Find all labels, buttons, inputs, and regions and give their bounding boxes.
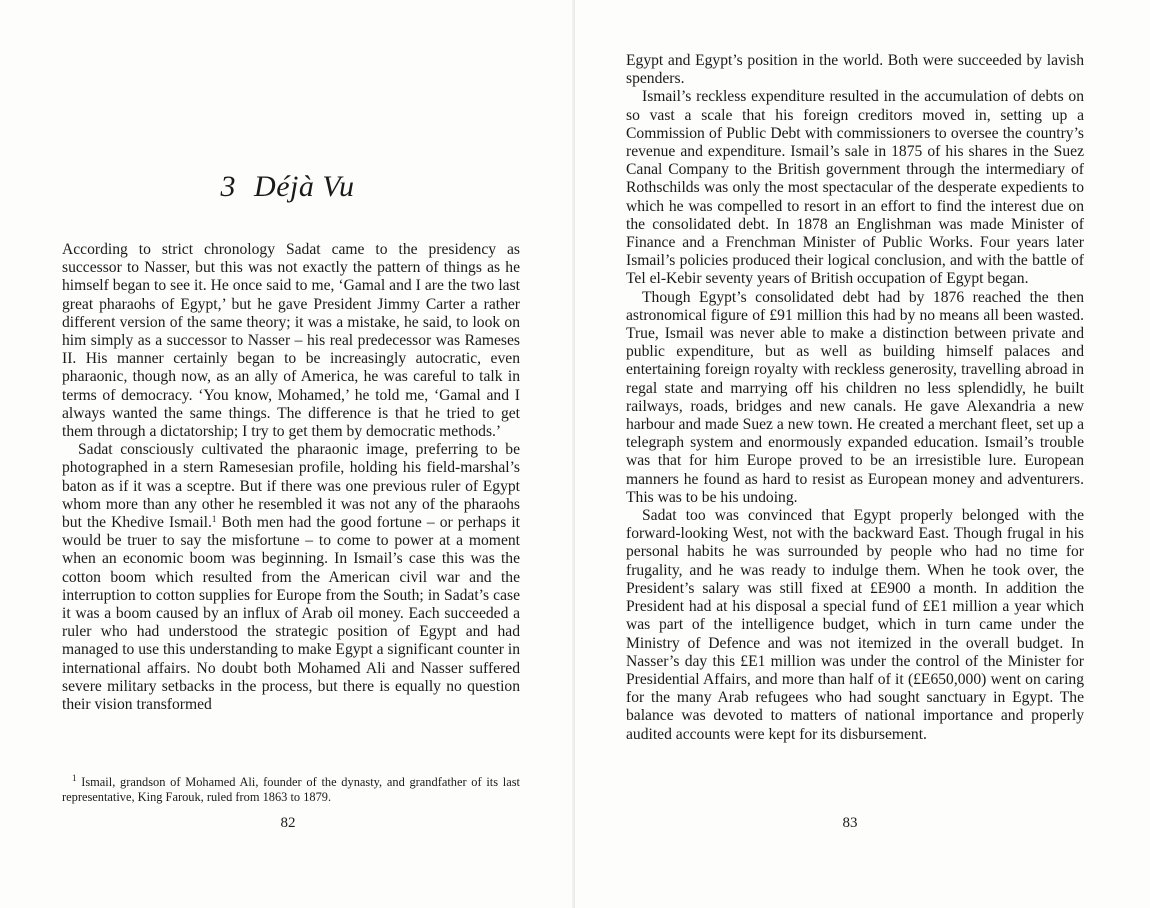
paragraph-text: Egypt and Egypt’s position in the world. Both were succeeded by lavish spenders. — [626, 52, 1084, 88]
right-body-text — [626, 52, 1084, 744]
paragraph-text: Both men had the good fortune – or perhaps it would be truer to say the misfortune – to come to power at a moment when an economic boom was beginning. In Ismail’s case this was the cotton boom which resulted from the American civil war and the interruption to cotton supplies for Europe from the South; in Sadat’s case it was a boom caused by an influx of Arab oil money. Each succeeded a ruler who had understood the strategic position of Egypt and had managed to use this understanding to make Egypt a significant counter in international affairs. No doubt both Mohamed Ali and Nasser suffered severe military setbacks in the process, but there is equally no question their vision transformed — [62, 514, 520, 714]
left-body-text — [62, 241, 520, 714]
page-number-left: 82 — [280, 815, 296, 831]
body-paragraph — [62, 241, 520, 441]
body-paragraph — [626, 52, 1084, 88]
paragraph-text: According to strict chronology Sadat came to the presidency as successor to Nasser, but this was not exactly the pattern of things as he himself began to see it. He once said to me, ‘Gamal and I are the two last great pharaohs of Egypt,’ but he gave President Jimmy Carter a rather different version of the same theory; it was a mistake, he said, to look on him simply as a successor to Nasser – his real predecessor was Rameses II. His manner certainly began to be increasingly autocratic, even pharaonic, though now, as an ally of America, he was careful to talk in terms of democracy. ‘You know, Mohamed,’ he told me, ‘Gamal and I always wanted the same things. The difference is that he tried to get them through a dictatorship; I try to get them by democratic methods.’ — [62, 241, 520, 441]
paragraph-text: Sadat consciously cultivated the pharaonic image, preferring to be photographed in a stern Ramesesian profile, holding his field-marshal’s baton as if it was a sceptre. But if there was one previous ruler of Egypt whom more than any other he resembled it was not any of the pharaohs but the Khedive Ismail. — [62, 441, 520, 532]
page-number-right: 83 — [842, 815, 858, 831]
footnote — [62, 775, 520, 805]
footnote-reference: 1 — [211, 514, 217, 525]
body-paragraph — [626, 289, 1084, 507]
body-paragraph — [62, 441, 520, 714]
footnote-text: Ismail, grandson of Mohamed Ali, founder of the dynasty, and grandfather of its last representative, King Farouk, ruled from 1863 to 1879. — [62, 775, 520, 804]
chapter-title: Déjà Vu — [254, 170, 355, 203]
body-paragraph — [626, 507, 1084, 744]
paragraph-text: Ismail’s reckless expenditure resulted in the accumulation of debts on so vast a scale that his foreign creditors moved in, setting up a Commission of Public Debt with commissioners to oversee the country’s revenue and expenditure. Ismail’s sale in 1875 of his shares in the Suez Canal Company to the British government through the intermediary of Rothschilds was only the most spectacular of the desperate expedients to which he was compelled to resort in an effort to find the interest due on the consolidated debt. In 1878 an Englishman was made Minister of Finance and a Frenchman Minister of Public Works. Four years later Ismail’s policies produced their logical conclusion, and with the battle of Tel el-Kebir seventy years of British occupation of Egypt began. — [626, 88, 1084, 288]
footnote-marker: 1 — [72, 773, 77, 783]
chapter-number: 3 — [220, 170, 237, 203]
paragraph-text: Sadat too was convinced that Egypt properly belonged with the forward-looking West, not with the backward East. Though frugal in his personal habits he was surrounded by people who had no time for frugality, and he was ready to indulge them. When he took over, the President’s salary was still fixed at £E900 a month. In addition the President had at his disposal a special fund of £E1 million a year which was part of the intelligence budget, which in turn came under the Ministry of Defence and was not itemized in the overall budget. In Nasser’s day this £E1 million was under the control of the Minister for Presidential Affairs, and more than half of it (£E650,000) went on caring for the many Arab refugees who had sought sanctuary in Egypt. The balance was devoted to matters of national importance and properly audited accounts were kept for its disbursement. — [626, 507, 1084, 743]
body-paragraph — [626, 88, 1084, 288]
paragraph-text: Though Egypt’s consolidated debt had by 1876 reached the then astronomical figure of £91 million this had by no means all been wasted. True, Ismail was never able to make a distinction between private and public expenditure, but as well as building himself palaces and entertaining foreign royalty with reckless generosity, travelling abroad in regal state and marrying off his children no less splendidly, he built railways, roads, bridges and new canals. He gave Alexandria a new harbour and made Suez a new town. He created a merchant fleet, set up a telegraph system and enormously expanded education. Ismail’s trouble was that for him Europe proved to be an irresistible lure. European manners he found as hard to resist as European money and adventurers. This was to be his undoing. — [626, 288, 1084, 506]
chapter-heading — [0, 170, 575, 204]
